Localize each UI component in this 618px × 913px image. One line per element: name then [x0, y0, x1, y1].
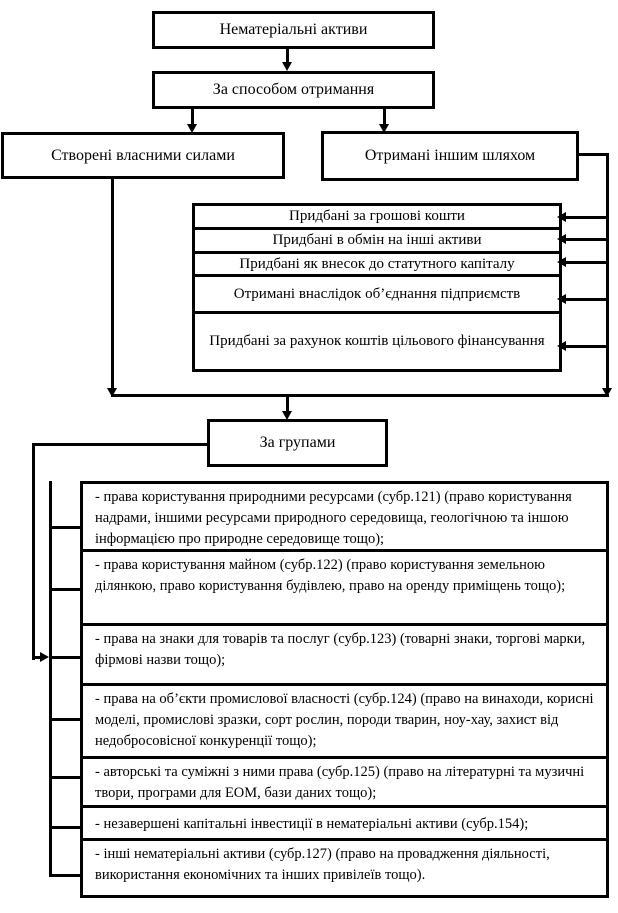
connector-other-spine-line: [579, 153, 609, 156]
connector-stack-row2-line: [565, 238, 606, 241]
ladder-bottom-line: [49, 874, 80, 877]
node-received-other: [321, 131, 579, 181]
arrowhead-left-icon: [557, 212, 566, 222]
list-item-label: - незавершені капітальні інвестиції в нематеріальні активи (субр.154);: [95, 816, 529, 832]
arrowhead-left-icon: [557, 257, 566, 267]
list-item: [83, 484, 606, 549]
list-item: [195, 227, 559, 251]
connector-method-other-line: [383, 109, 386, 124]
node-by-method-label: За способом отримання: [212, 81, 375, 98]
connector-merge-groups-line: [286, 397, 289, 411]
node-by-groups: [207, 419, 388, 467]
connector-root-method-line: [286, 48, 289, 62]
connector-stack-row4-line: [565, 298, 606, 301]
list-item: [83, 683, 606, 756]
list-item-label: Придбані як внесок до статутного капіталу: [239, 255, 515, 272]
list-item: [195, 311, 559, 369]
list-item-label: - права користування майном (субр.122) (право користування земельною ділянкою, право користування будівлею, право на оренду приміщень тощо);: [95, 557, 566, 594]
list-item: [83, 623, 606, 683]
list-item: [195, 251, 559, 274]
arrowhead-left-icon: [557, 341, 566, 351]
connector-right-spine-line: [606, 153, 609, 388]
list-item-label: - права користування природними ресурсами (субр.121) (право користування надрами, іншими ресурсами природного середовища, геологічною та іншою інформацією про природне середовище тощо);: [95, 489, 572, 547]
ladder-rung-line: [49, 826, 80, 829]
list-item-label: - інші нематеріальні активи (субр.127) (право на провадження діяльності, використання економічних та інших привілеїв тощо).: [95, 846, 550, 883]
list-item: [83, 805, 606, 838]
connector-groups-down-line: [32, 443, 35, 660]
connector-groups-left-line: [32, 443, 207, 446]
ladder-rung-line: [49, 656, 80, 659]
node-intangible-assets: [152, 11, 435, 49]
connector-stack-row5-line: [565, 345, 606, 348]
list-item-label: Отримані внаслідок об’єднання підприємств: [233, 285, 521, 302]
ladder-rung-line: [49, 526, 80, 529]
arrowhead-left-icon: [557, 294, 566, 304]
arrowhead-right-icon: [40, 652, 49, 662]
node-by-groups-label: За групами: [259, 434, 336, 451]
connector-left-spine-line: [111, 179, 114, 388]
connector-groups-into-ladder-line: [32, 656, 40, 659]
ladder-rung-line: [49, 718, 80, 721]
ladder-left-line: [49, 481, 52, 877]
list-item: [195, 274, 559, 311]
connector-merge-line: [111, 394, 609, 397]
node-intangible-assets-label: Нематеріальні активи: [219, 21, 368, 38]
list-item-label: - права на об’єкти промислової власності (субр.124) (право на винаходи, корисні моделі, промислові зразки, сорт рослин, породи тварин, ноу-хау, захист від недобросовісної конкуренції тощо);: [95, 691, 594, 749]
connector-method-own-line: [191, 109, 194, 124]
connector-stack-row1-line: [565, 216, 606, 219]
node-received-other-label: Отримані іншим шляхом: [364, 147, 536, 164]
ladder-rung-line: [49, 588, 80, 591]
acquisition-methods-list: [192, 203, 562, 372]
arrowhead-left-icon: [557, 234, 566, 244]
node-created-own: [1, 132, 285, 179]
list-item: [83, 549, 606, 623]
list-item: [83, 838, 606, 895]
list-item-label: Придбані за грошові кошти: [289, 208, 465, 224]
asset-groups-list: [80, 481, 609, 898]
list-item: [195, 206, 559, 227]
list-item-label: Придбані в обмін на інші активи: [272, 232, 482, 248]
ladder-rung-line: [49, 776, 80, 779]
list-item-label: - права на знаки для товарів та послуг (субр.123) (товарні знаки, торгові марки, фірмові назви тощо);: [95, 631, 586, 668]
connector-stack-row3-line: [565, 261, 606, 264]
list-item-label: Придбані за рахунок коштів цільового фінансування: [209, 333, 545, 349]
node-created-own-label: Створені власними силами: [51, 146, 235, 164]
list-item-label: - авторські та суміжні з ними права (субр.125) (право на літературні та музичні твори, програми для ЕОМ, бази даних тощо);: [95, 764, 585, 801]
node-by-method: [152, 71, 435, 109]
arrowhead-down-icon: [282, 62, 292, 71]
list-item: [83, 756, 606, 805]
